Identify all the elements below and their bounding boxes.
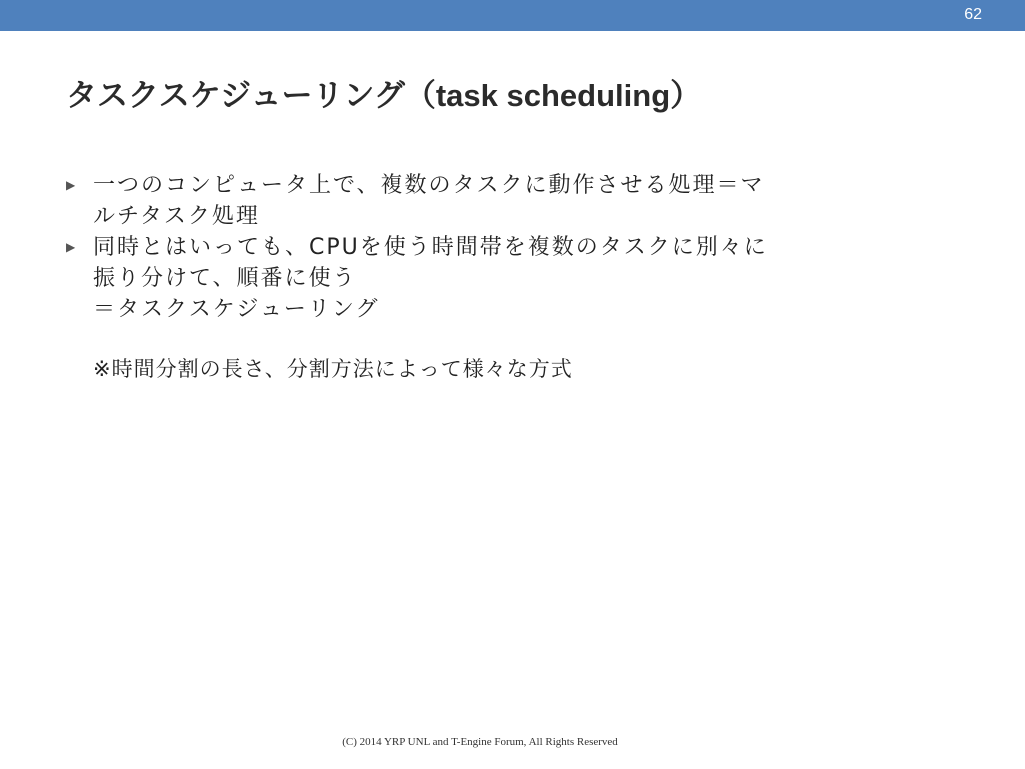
- bullet-list: [66, 170, 896, 325]
- bullet-line: 同時とはいっても、CPUを使う時間帯を複数のタスクに別々に: [93, 235, 768, 260]
- bullet-line: 振り分けて、順番に使う: [93, 266, 357, 291]
- page-number: 62: [964, 6, 982, 23]
- copyright-footer: (C) 2014 YRP UNL and T-Engine Forum, All Rights Reserved: [342, 736, 618, 748]
- header-bar: [0, 0, 1025, 31]
- bullet-marker-icon: ▶: [66, 240, 76, 254]
- title-close-paren: ）: [670, 78, 702, 114]
- title-japanese: タスクスケジューリング（: [66, 78, 436, 114]
- slide-title: [66, 70, 701, 115]
- bullet-line: ＝タスクスケジューリング: [93, 297, 380, 322]
- title-english: task scheduling: [435, 78, 671, 113]
- note-text: ※時間分割の長さ、分割方法によって様々な方式: [93, 357, 573, 381]
- bullet-item-scheduling: [66, 232, 896, 325]
- bullet-line: 一つのコンピュータ上で、複数のタスクに動作させる処理＝マ: [93, 173, 765, 198]
- bullet-line: ルチタスク処理: [93, 204, 260, 229]
- bullet-marker-icon: ▶: [66, 178, 76, 192]
- bullet-item-multitask: [66, 170, 896, 232]
